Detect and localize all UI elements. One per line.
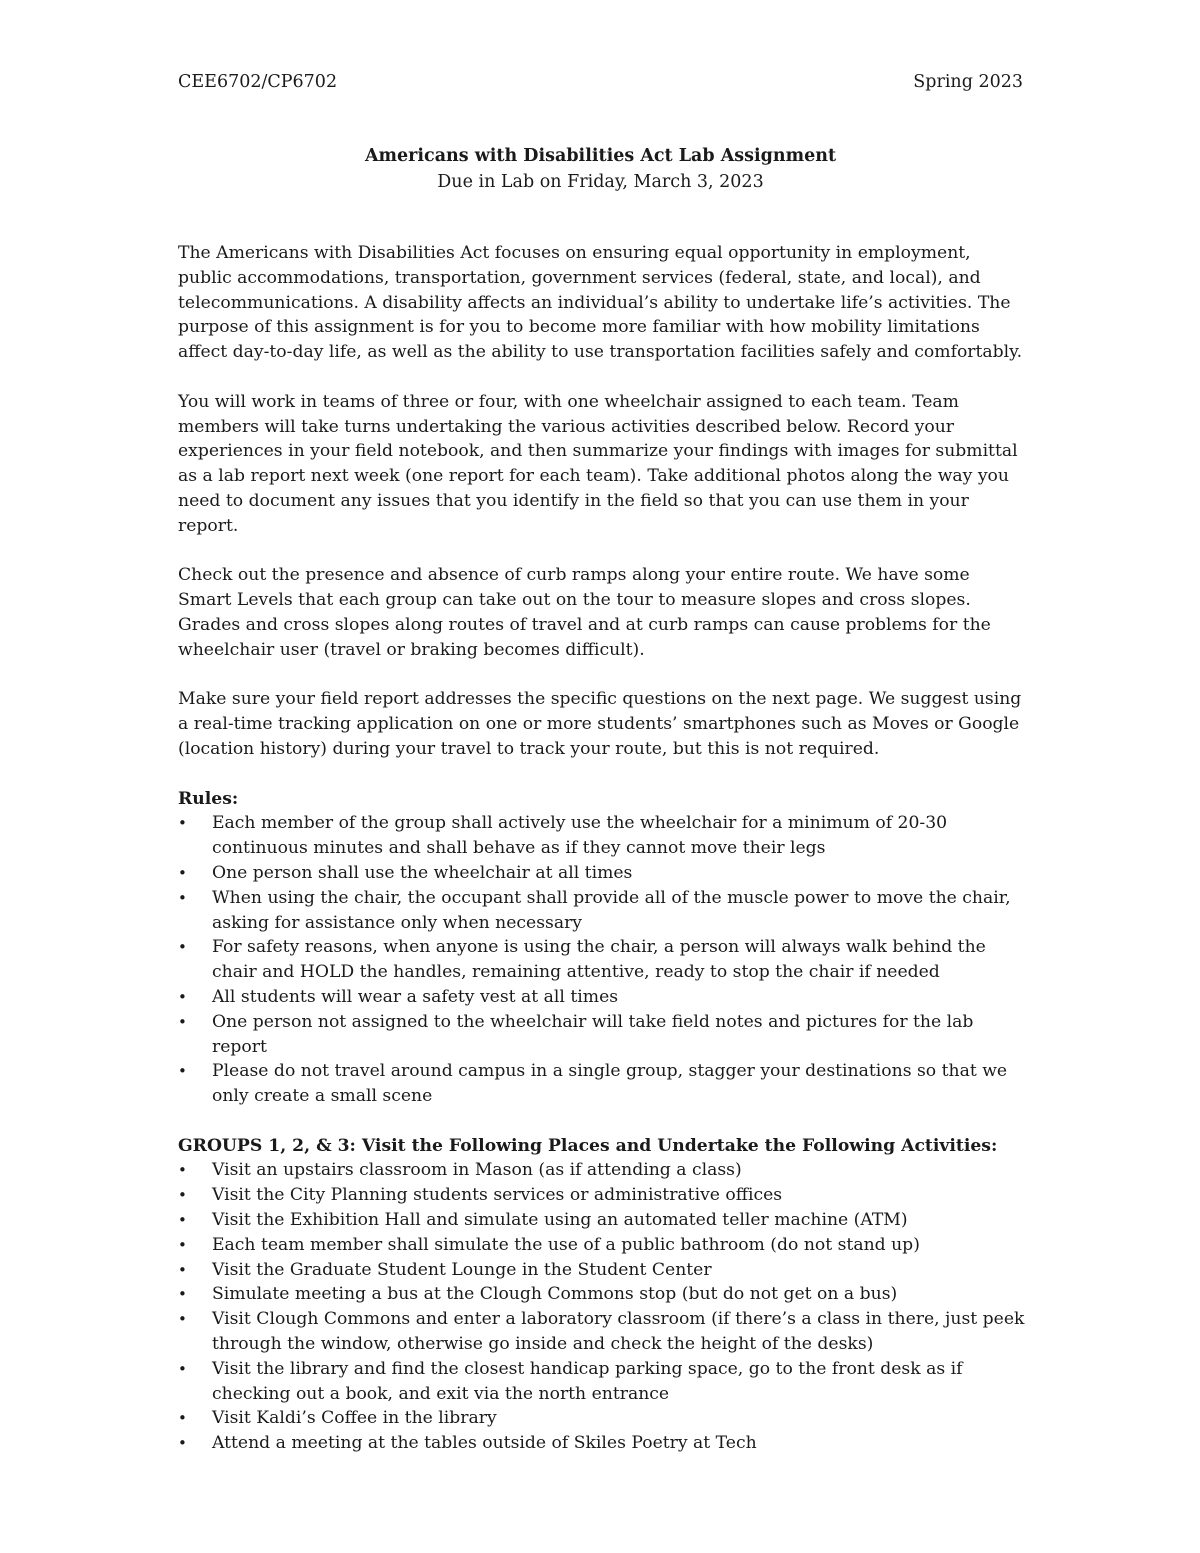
list-item: • For safety reasons, when anyone is using the chair, a person will always walk behind the chair and HOLD the handles, remaining attentive, ready to stop the chair if needed xyxy=(178,935,1028,985)
list-item: • Attend a meeting at the tables outside of Skiles Poetry at Tech xyxy=(178,1431,1028,1456)
due-date: Due in Lab on Friday, March 3, 2023 xyxy=(437,172,764,192)
list-item: • Visit the Graduate Student Lounge in the Student Center xyxy=(178,1258,1028,1283)
term: Spring 2023 xyxy=(913,72,1023,92)
rules-heading: Rules: xyxy=(178,788,239,809)
list-item: • Visit an upstairs classroom in Mason (as if attending a class) xyxy=(178,1158,1028,1183)
list-item: • Simulate meeting a bus at the Clough Commons stop (but do not get on a bus) xyxy=(178,1282,1028,1307)
title-block xyxy=(178,143,1023,195)
list-item: • Visit the Exhibition Hall and simulate using an automated teller machine (ATM) xyxy=(178,1208,1028,1233)
list-item: • Visit Kaldi’s Coffee in the library xyxy=(178,1406,1028,1431)
list-item: • Please do not travel around campus in a single group, stagger your destinations so that we only create a small scene xyxy=(178,1059,1028,1109)
groups-heading: GROUPS 1, 2, & 3: Visit the Following Places and Undertake the Following Activities: xyxy=(178,1135,998,1156)
list-item: • One person shall use the wheelchair at all times xyxy=(178,861,1028,886)
page-header xyxy=(178,72,1023,92)
list-item: • Visit the City Planning students services or administrative offices xyxy=(178,1183,1028,1208)
list-item: • When using the chair, the occupant shall provide all of the muscle power to move the chair, asking for assistance only when necessary xyxy=(178,886,1028,936)
list-item: • Visit the library and find the closest handicap parking space, go to the front desk as if checking out a book, and exit via the north entrance xyxy=(178,1357,1028,1407)
field-report-paragraph: Make sure your field report addresses the specific questions on the next page. We suggest using a real-time tracking application on one or more students’ smartphones such as Moves or Google (location history) during your travel to track your route, but this is not required. xyxy=(178,689,1022,759)
list-item: • Each member of the group shall actively use the wheelchair for a minimum of 20-30 continuous minutes and shall behave as if they cannot move their legs xyxy=(178,811,1028,861)
curb-ramps-paragraph: Check out the presence and absence of curb ramps along your entire route. We have some Smart Levels that each group can take out on the tour to measure slopes and cross slopes. Grades and cross slopes along routes of travel and at curb ramps can cause problems for the wheelchair user (travel or braking becomes difficult). xyxy=(178,565,991,660)
document-body xyxy=(178,241,1028,1481)
teams-paragraph: You will work in teams of three or four, with one wheelchair assigned to each team. Team members will take turns undertaking the various activities described below. Record your experiences in your field notebook, and then summarize your findings with images for submittal as a lab report next week (one report for each team). Take additional photos along the way you need to document any issues that you identify in the field so that you can use them in your report. xyxy=(178,391,1018,536)
list-item: • Visit Clough Commons and enter a laboratory classroom (if there’s a class in there, just peek through the window, otherwise go inside and check the height of the desks) xyxy=(178,1307,1028,1357)
course-code: CEE6702/CP6702 xyxy=(178,72,338,92)
list-item: • One person not assigned to the wheelchair will take field notes and pictures for the lab report xyxy=(178,1010,1028,1060)
groups-activity-list xyxy=(178,1158,1028,1456)
document-title: Americans with Disabilities Act Lab Assignment xyxy=(364,146,837,166)
rules-list xyxy=(178,811,1028,1109)
list-item: • All students will wear a safety vest at all times xyxy=(178,985,1028,1010)
list-item: • Each team member shall simulate the use of a public bathroom (do not stand up) xyxy=(178,1233,1028,1258)
intro-paragraph: The Americans with Disabilities Act focuses on ensuring equal opportunity in employment, public accommodations, transportation, government services (federal, state, and local), and telecommunications. A disability affects an individual’s ability to undertake life’s activities. The purpose of this assignment is for you to become more familiar with how mobility limitations affect day-to-day life, as well as the ability to use transportation facilities safely and comfortably. xyxy=(178,243,1023,363)
